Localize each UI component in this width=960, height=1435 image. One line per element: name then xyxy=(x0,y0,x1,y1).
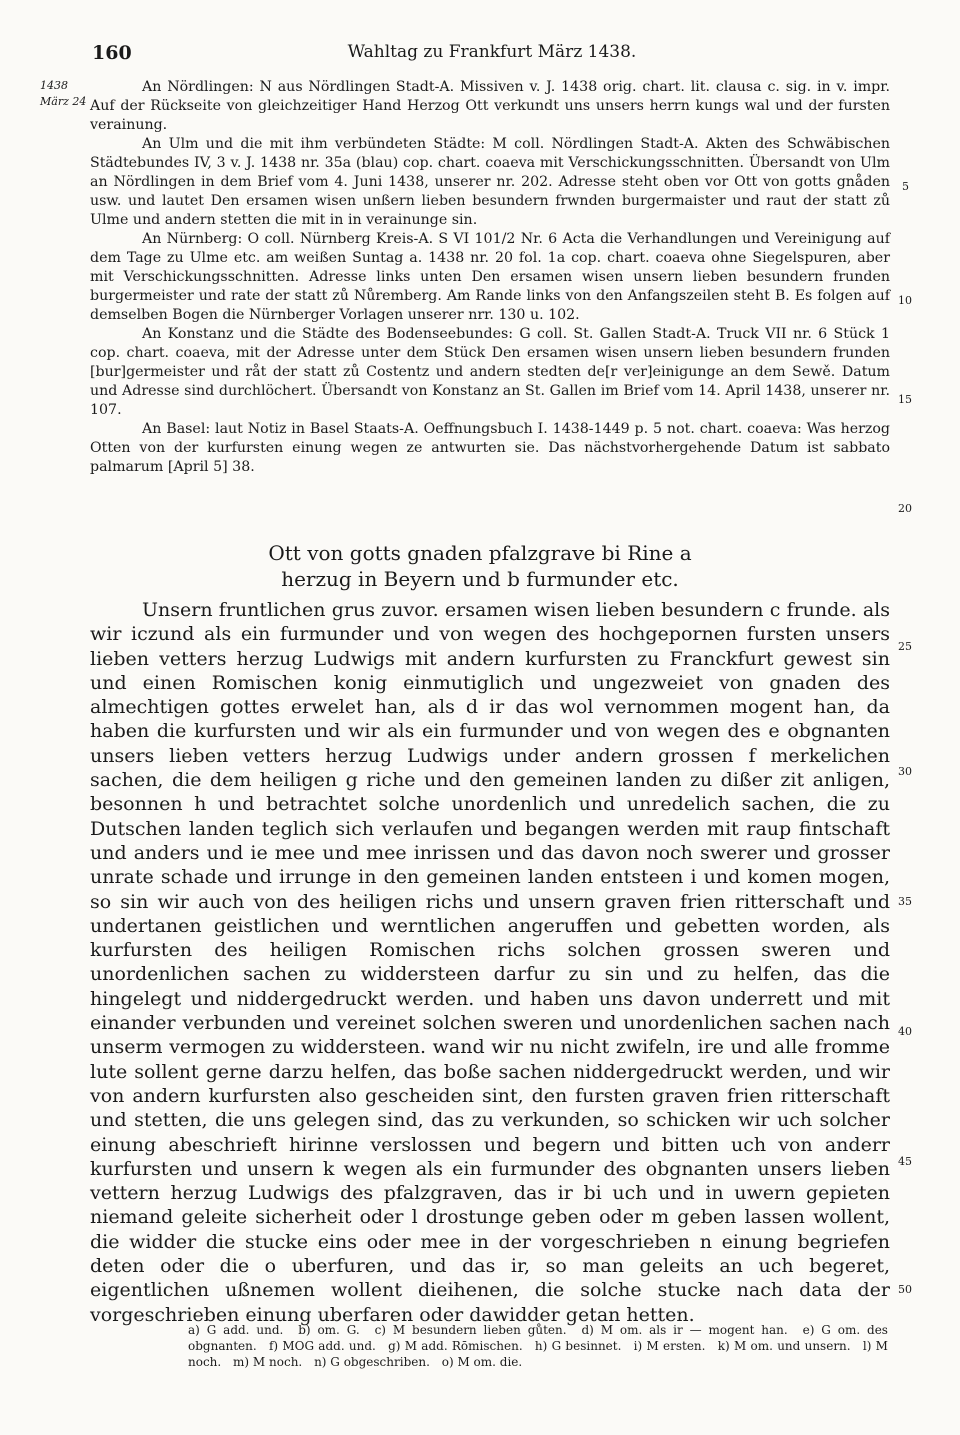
note-nuernberg: An Nürnberg: O coll. Nürnberg Kreis-A. S VI 101/2 Nr. 6 Acta die Verhandlungen und Vereinigung auf dem Tage zu Ulme etc. am weißen Suntag a. 1438 nr. 20 fol. 1a cop. chart. coaeva ohne Siegelspuren, aber mit Verschickungsschnitten. Adresse links unten Den ersamen wisen unsern lieben besundern frunden burgermeister und rate der statt zů Nůremberg. Am Rande links von den Anfangszeilen steht B. Es folgen auf demselben Bogen die Nürnberger Vorlagen unserer nrr. 130 u. 102. xyxy=(90,231,890,323)
line-number: 20 xyxy=(898,502,912,515)
note-konstanz: An Konstanz und die Städte des Bodenseebundes: G coll. St. Gallen Stadt-A. Truck VII nr. 6 Stück 1 cop. chart. coaeva, mit der Adresse unter dem Stück Den ersamen wisen unsern lieben besundern frunden [bur]germeister und råt der statt zů Costentz und andern stedten de[r ver]einigunge an dem Sewě. Datum und Adresse sind durchlöchert. Übersandt von Konstanz an St. Gallen im Brief vom 14. April 1438, unserer nr. 107. xyxy=(90,326,890,418)
line-number: 35 xyxy=(898,895,912,908)
footnote: d) M om. als ir — mogent han. xyxy=(581,1323,788,1337)
margin-date-year: 1438 xyxy=(40,79,68,92)
footnotes xyxy=(188,1322,888,1370)
footnote: m) M noch. xyxy=(233,1355,303,1369)
source-notes xyxy=(90,78,890,477)
footnote: a) G add. und. xyxy=(188,1323,284,1337)
letter-body-text: Unsern fruntlichen grus zuvor. ersamen wisen lieben besundern c frunde. als wir iczund als ein furmunder und von wegen des hochgepornen fursten unsers lieben vetters herzug Ludwigs mit andern kurfursten zu Franckfurt gewest sin und einen Romischen konig einmutiglich und ungezweiet von gnaden des almechtigen gottes erwelet han, als d ir das wol vernommen mogent han, da haben die kurfursten und wir als ein furmunder und von wegen des e obgnanten unsers lieben vetters herzug Ludwigs under andern grossen f merkelichen sachen, die dem heiligen g riche und den gemeinen landen zu dißer zit anligen, besonnen h und betrachtet solche unordenlich und unredelich sachen, die zu Dutschen landen teglich sich verlaufen und begangen werden mit raup fintschaft und anders und ie mee und mee inrissen und das davon noch swerer und grosser unrate schade und irrunge in den gemeinen landen entsteen i und komen mogen, so sin wir auch von des heiligen richs und unsern graven frien ritterschaft und undertanen geistlichen und werntlichen angeruffen und gebetten worden, als kurfursten des heiligen Romischen richs solchen grossen sweren und unordenlichen sachen zu widdersteen darfur zu sin und zu helfen, das die hingelegt und niddergedruckt werden. und haben uns davon underrett und mit einander verbunden und vereinet solchen sweren und unordenlichen sachen nach unserm vermogen zu widdersteen. wand wir nu nicht zwifeln, ire und alle fromme lute sollent gerne darzu helfen, das boße sachen niddergedruckt werden, und wir von andern kurfursten also gescheiden sint, den fursten graven frien ritterschaft und stetten, die uns gelegen sind, das zu verkunden, so schicken wir uch solcher einung abeschrieft hirinne verslossen und begern und bitten uch von anderr kurfursten und unsern k wegen als ein furmunder des obgnanten unsers lieben vettern herzug Ludwigs des pfalzgraven, das ir bi uch und in uwern gepieten niemand geleite sicherheit oder l drostunge geben oder m geben lassen wollent, die widder die stucke eins oder mee in der vorgeschrieben n einung begriefen deten oder die o uberfuren, und das ir, so man geleits an uch begeret, eigentlichen ußnemen wollent dieihenen, die solche stucke nach data der vorgeschrieben einung uberfaren oder dawidder getan hetten. xyxy=(90,599,890,1326)
footnote: n) G obgeschriben. xyxy=(314,1355,430,1369)
line-number: 30 xyxy=(898,765,912,778)
footnote: c) M besundern lieben gůten. xyxy=(374,1323,567,1337)
footnote: f) MOG add. und. xyxy=(268,1339,376,1353)
footnote: k) M om. und unsern. xyxy=(717,1339,851,1353)
letter-body xyxy=(90,598,890,1327)
margin-date-day: März 24 xyxy=(40,95,87,108)
page-number: 160 xyxy=(92,42,132,64)
note-ulm: An Ulm und die mit ihm verbündeten Städte: M coll. Nördlingen Stadt-A. Akten des Schwäbischen Städtebundes IV, 3 v. J. 1438 nr. 35a (blau) cop. chart. coaeva mit Verschickungsschnitten. Übersandt von Ulm an Nördlingen in dem Brief vom 4. Juni 1438, unserer nr. 202. Adresse steht oben vor Ott von gotts gnåden usw. und lautet Den ersamen wisen unßern lieben besundern frwnden burgermaister und raut der statt zů Ulme und andern stetten die mit in in verainunge sin. xyxy=(90,136,890,228)
line-number: 40 xyxy=(898,1025,912,1038)
line-number: 25 xyxy=(898,640,912,653)
line-number: 50 xyxy=(898,1283,912,1296)
line-number: 10 xyxy=(898,294,912,307)
footnote: l) M noch. xyxy=(188,1339,888,1369)
footnote: h) G besinnet. xyxy=(534,1339,622,1353)
margin-date xyxy=(40,78,86,110)
line-number: 45 xyxy=(898,1155,912,1168)
salutation-line-2: herzug in Beyern und b furmunder etc. xyxy=(281,567,679,591)
page-header xyxy=(92,42,892,68)
footnote: o) M om. die. xyxy=(441,1355,523,1369)
footnote: e) G om. des obgnanten. xyxy=(188,1323,888,1353)
salutation-line-1: Ott von gotts gnaden pfalzgrave bi Rine a xyxy=(268,541,692,565)
line-number: 15 xyxy=(898,393,912,406)
letter-salutation xyxy=(0,540,960,592)
note-basel: An Basel: laut Notiz in Basel Staats-A. Oeffnungsbuch I. 1438-1449 p. 5 not. chart. coaeva: Was herzog Otten von der kurfursten einung wegen ze antwurten sie. Das nächstvorhergehende Datum ist sabbato palmarum [April 5] 38. xyxy=(90,421,890,475)
note-noerdlingen: An Nördlingen: N aus Nördlingen Stadt-A. Missiven v. J. 1438 orig. chart. lit. clausa c. sig. in v. impr. Auf der Rückseite von gleichzeitiger Hand Herzog Ott verkundt uns unsers herrn kungs wal und der fursten verainung. xyxy=(90,79,890,133)
footnote: b) om. G. xyxy=(298,1323,360,1337)
line-number: 5 xyxy=(902,180,909,193)
footnote: i) M ersten. xyxy=(633,1339,706,1353)
footnote: g) M add. Rōmischen. xyxy=(388,1339,523,1353)
running-title: Wahltag zu Frankfurt März 1438. xyxy=(347,42,637,62)
